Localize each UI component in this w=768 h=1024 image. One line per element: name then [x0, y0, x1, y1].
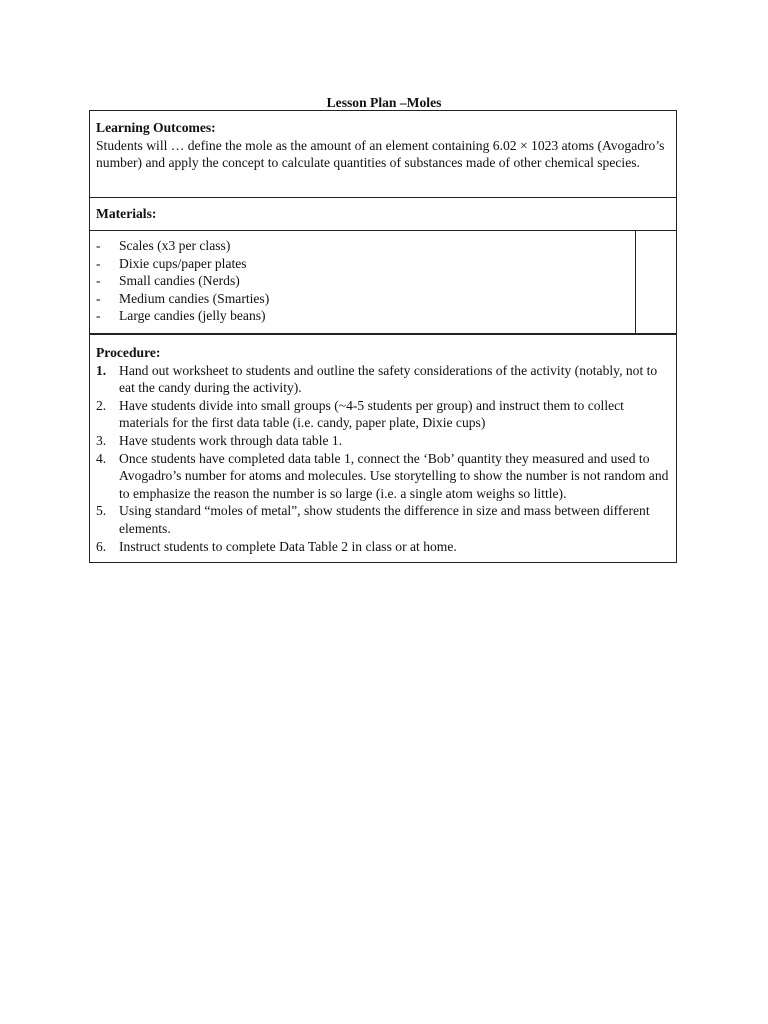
learning-outcomes-text: Students will … define the mole as the amount of an element containing 6.02 × 1023 atoms (Avogadro’s number) and apply the concept to calculate quantities of substances made of other chemical species. — [96, 137, 665, 171]
materials-list-cell — [90, 231, 636, 333]
materials-empty-cell — [636, 231, 676, 333]
step-text: Instruct students to complete Data Table 2 in class or at home. — [119, 538, 457, 554]
material-text: Dixie cups/paper plates — [119, 255, 247, 271]
learning-outcomes-heading: Learning Outcomes: — [96, 120, 216, 135]
list-item — [96, 290, 629, 308]
procedure-section — [90, 335, 676, 562]
list-item — [96, 397, 670, 432]
list-marker: - — [96, 255, 101, 271]
step-number: 4. — [96, 450, 107, 466]
materials-heading: Materials: — [96, 206, 157, 221]
step-text: Hand out worksheet to students and outline the safety considerations of the activity (notably, not to eat the candy during the activity). — [119, 362, 658, 396]
material-text: Medium candies (Smarties) — [119, 290, 270, 306]
list-item — [96, 362, 670, 397]
list-item — [96, 502, 670, 537]
lesson-plan-table — [89, 110, 677, 563]
list-item — [96, 237, 629, 255]
list-item — [96, 255, 629, 273]
step-text: Have students work through data table 1. — [119, 432, 343, 448]
step-number: 1. — [96, 362, 107, 378]
materials-list-row — [90, 231, 676, 335]
list-marker: - — [96, 273, 101, 289]
material-text: Scales (x3 per class) — [119, 238, 231, 253]
list-marker: - — [96, 238, 101, 253]
step-number: 5. — [96, 503, 107, 519]
list-item — [96, 538, 670, 556]
procedure-heading: Procedure: — [96, 345, 161, 360]
step-text: Once students have completed data table 1, connect the ‘Bob’ quantity they measured and used to Avogadro’s number for atoms and molecules. Use storytelling to show the number is not random and to emphasize the reason the number is so large (i.e. a single atom weighs so little). — [119, 450, 669, 501]
list-item — [96, 307, 629, 325]
procedure-list — [96, 362, 670, 556]
step-number: 2. — [96, 397, 107, 413]
learning-outcomes-section — [90, 111, 676, 198]
step-number: 6. — [96, 538, 107, 554]
list-item — [96, 450, 670, 503]
list-item — [96, 432, 670, 450]
materials-heading-row — [90, 198, 676, 231]
step-text: Have students divide into small groups (~4-5 students per group) and instruct them to collect materials for the first data table (i.e. candy, paper plate, Dixie cups) — [119, 397, 624, 431]
list-marker: - — [96, 290, 101, 306]
step-text: Using standard “moles of metal”, show students the difference in size and mass between different elements. — [119, 503, 650, 536]
materials-list — [96, 237, 629, 325]
material-text: Large candies (jelly beans) — [119, 308, 266, 324]
list-item — [96, 272, 629, 290]
list-marker: - — [96, 308, 101, 324]
material-text: Small candies (Nerds) — [119, 273, 240, 289]
page-title: Lesson Plan –Moles — [326, 95, 442, 110]
step-number: 3. — [96, 432, 107, 448]
